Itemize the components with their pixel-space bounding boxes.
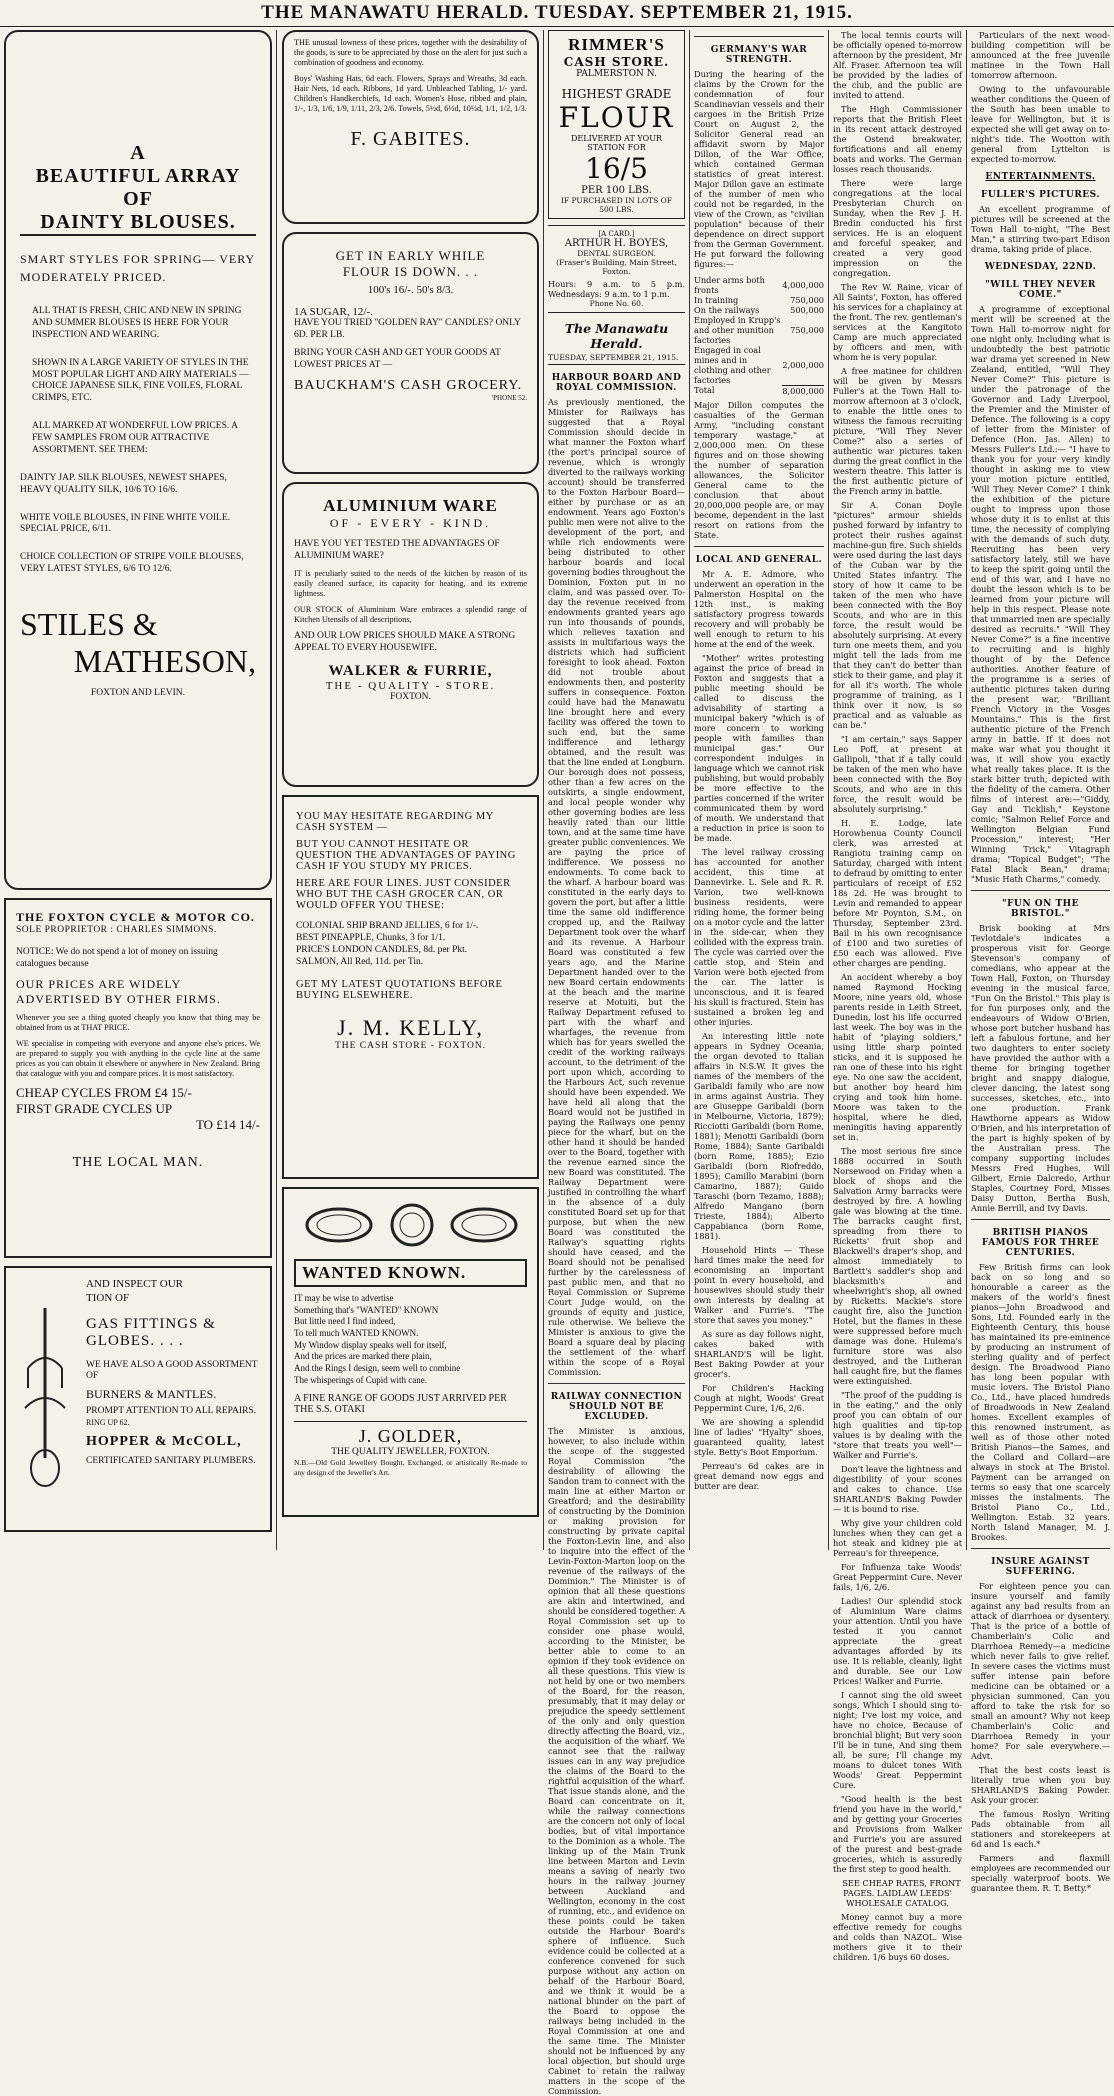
rimmer-cash: CASH STORE. bbox=[563, 55, 670, 69]
masthead: THE MANAWATU HERALD. TUESDAY. SEPTEMBER 21, 1915. bbox=[0, 0, 1114, 27]
local-news bbox=[694, 569, 824, 1491]
gabites-name: F. GABITES. bbox=[350, 128, 471, 150]
cycle-proprietor: SOLE PROPRIETOR : CHARLES SIMMONS. bbox=[16, 925, 217, 935]
column-1 bbox=[4, 30, 272, 1552]
figure-label: Total bbox=[694, 385, 715, 396]
news-item: Owing to the unfavourable weather conditions the Queen of the South has been unable to leave for Wellington, but it is expected she will get away on to-night's tide. The Wootton with general from Lyttelton is expected to-morrow. bbox=[971, 84, 1110, 164]
kelly-items bbox=[296, 921, 525, 969]
figure-label: On the railways bbox=[694, 305, 760, 315]
figure-label: In training bbox=[694, 295, 739, 305]
jewellery-illustration bbox=[294, 1195, 527, 1255]
news-item: The Rev W. Raine, vicar of All Saints', Foxton, has offered his services for a chaplaincy at the front. The rev. gentleman's services at the Kangitoto Camp are much appreciated by officers and men, with whom he is very popular. bbox=[833, 282, 962, 362]
kelly-item: SALMON, All Red, 11d. per Tin. bbox=[296, 956, 424, 967]
figures-table bbox=[694, 275, 824, 396]
news-item: H. E. Lodge, late Horowhenua County Council clerk, was arrested at Rangiotu training camp on Saturday, charged with intent to defraud by omitting to enter particulars of receipt of £52 18s 2d. He was brought to Levin and remanded to appear before Mr Poynton, S.M., on Thursday, September 23rd. Bail in his own recognisance of £100 and two sureties of £50 each was allowed. Five other charges are pending. bbox=[833, 818, 962, 968]
bauckham-name: BAUCKHAM'S CASH GROCERY. bbox=[294, 377, 523, 393]
walker-text: IT is peculiarly suited to the needs of the kitchen by reason of its easily cleaned surface, its capacity for heating, and its extreme lightness. bbox=[294, 568, 527, 598]
kelly-text: GET MY LATEST QUOTATIONS BEFORE BUYING ELSEWHERE. bbox=[296, 978, 503, 1001]
article-heading: "FUN ON THE BRISTOL." bbox=[1001, 899, 1080, 919]
newspaper-nameplate: The Manawatu Herald. bbox=[564, 321, 669, 351]
poem-line: IT may be wise to advertise bbox=[294, 1293, 394, 1303]
column-3 bbox=[548, 30, 685, 2096]
news-item: Sir A. Conan Doyle "pictures" armour shields pushed forward by infantry to protect their rushes against machine-gun fire. Such shields were used during the last days of the Cuban war by the United States infantry. The story of how it came to be taken of the men who have been connected with the Boy Scouts, and who are in this force, the result would be absolutely surprising. At every turn one meets them, and you might tell the lads from me that they can't do better than stick to their game, and play it for all it's worth. The whole programme of training, as I think over it now, is so practical and as valuable as can be." bbox=[833, 500, 962, 730]
news-item: As sure as day follows night, cakes baked with SHARLAND'S will be light. Best Baking Powder at your grocer's. bbox=[694, 1328, 824, 1379]
ad-rimmer bbox=[548, 30, 685, 219]
article-text: The Minister is anxious, however, to also include within the scope of the suggested Royal Commission "the desirability of allowing the Sandon tram to connect with the main line at either Marton or Greatford; and the desirability of constructing by the Dominion or making provision for constructing by private capital the Foxton-Levin line, and also to inquire into the effect of the Levin-Foxton-Marton loop on the revenue of the railways of the Dominion." The Minister is of opinion that all these questions are akin and intertwined, and should be considered together. A Royal Commission set up to consider one phase would, according to the Minister, be better able to come to an opinion if they took evidence on all these questions. This view is not held by one or two members of the Board, for the reason, presumably, that it may delay or prejudice the speedy settlement of the only and only question directly affecting the Board, viz., the acquisition of the wharf. We cannot see that the railway issues can in any way prejudice the claims of the Board to the rightful acquisition of the wharf. That issue stands alone, and the Board can concentrate on it, while the railway connections are the concern not only of local bodies, but of vital importance to the Dominion as a whole. The linking up of the Main Trunk line between Marton and Levin means a saving of nearly two hours in the railway journey between Auckland and Wellington, economy in the cost of running, etc., and evidence on these points could be taken outside the Harbour Board's sphere of influence. Such evidence could be collected at a conference convened for such purpose without any action on behalf of the Harbour Board, and we think it would be a national blunder on the part of the Board to oppose the railways being included in the Royal Commission at one and the same time. The Minister should not be influenced by any local objection, but should urge Cabinet to retain the railway matters in the scope of the Commission. bbox=[548, 1426, 685, 2096]
cycle-notice: NOTICE: We do not spend a lot of money on issuing catalogues because bbox=[16, 946, 218, 969]
poem-line: But little need I find indeed, bbox=[294, 1316, 396, 1327]
news-item: Ladies! Our splendid stock of Aluminium Ware claims your attention. Until you have tested it you cannot appreciate the great advantages afforded by its use. It is reliable, cleanly, light and durable. See our Low Prices! Walker and Furrie. bbox=[833, 1596, 962, 1686]
article-heading: BRITISH PIANOS FAMOUS FOR THREE CENTURIES. bbox=[981, 1228, 1100, 1258]
figure-value: 500,000 bbox=[790, 305, 824, 315]
ad-hopper-mccoll bbox=[4, 1266, 272, 1532]
cycle-text: Whenever you see a thing quoted cheaply you know that thing may be obtained from us at THAT PRICE. bbox=[16, 1012, 260, 1032]
golder-poem bbox=[294, 1293, 527, 1387]
news-item: Money cannot buy a more effective remedy for coughs and colds than NAZOL. Wise mothers give it to their children. 1/6 buys 60 doses. bbox=[833, 1912, 962, 1962]
poem-line: And the prices are marked there plain, bbox=[294, 1351, 432, 1362]
firm-name: STILES & bbox=[20, 606, 158, 642]
news-item: A free matinee for children will be given by Messrs Fuller's at the Town Hall to-morrow afternoon at 3 o'clock, to enable the little ones to witness the famous recruiting picture, "Will They Never Come?" also a series of authentic war pictures taken during the great conflict in the western theatre. This latter is the first authentic picture of the French army in battle. bbox=[833, 366, 962, 496]
bauckham-line: FLOUR IS DOWN. . . bbox=[342, 264, 479, 279]
blouses-text: DAINTY JAP. SILK BLOUSES, NEWEST SHAPES, HEAVY QUALITY SILK, 10/6 TO 16/6. bbox=[20, 472, 227, 495]
kelly-item: PRICE'S LONDON CANDLES, 8d. per Pkt. bbox=[296, 944, 468, 955]
walker-text: OUR STOCK of Aluminium Ware embraces a splendid range of Kitchen Utensils of all descriptions, bbox=[294, 604, 527, 624]
table-row bbox=[694, 295, 824, 305]
blouses-text: WHITE VOILE BLOUSES, IN FINE WHITE VOILE. SPECIAL PRICE, 6/11. bbox=[20, 512, 231, 535]
hopper-burners: BURNERS & MANTLES. bbox=[86, 1387, 217, 1402]
boyes-phone: Phone No. 60. bbox=[589, 299, 644, 308]
article-heading: HARBOUR BOARD AND ROYAL COMMISSION. bbox=[551, 373, 682, 393]
article-text: As previously mentioned, the Minister for Railways has suggested that a Royal Commission should decide in what manner the Foxton wharf (the port's principal source of revenue, which is wrongly diverted to the railways working account) should be transferred to the Foxton Harbour Board—either by purchase or as an endowment. Years ago Foxton's public men were not alive to the development of the port, and while rich endowments were being distributed to other harbour boards and local governing bodies throughout the Dominion, Foxton put in no claim, and was passed over. To-day the revenue received from endowments granted years ago run into thousands of pounds, which relieves taxation and assists in multifarious ways the districts which had sufficient foresight to look ahead. Foxton did not trouble about endowments then, and posterity suffers in consequence. Foxton could have had the Manawatu line brought here and every facility was offered the town to such end, but the same indifference and lethargy obtained, and the result was that the line ended at Longburn. Our borough does not possess, other than a few acres on the outskirts, a single endowment, and local people wonder why other governing bodies are less heavily rated than our little town, and at the same time have greater public conveniences. We are paying the price of indifference. We possess no endowments. To come back to the wharf. A harbour board was constituted in the early days to govern the port, but after a little time the same old indifference cropped up, and the Railway Department took over the wharf and its revenue. A Harbour Board was constituted a few years ago, and the Marine Department handed over to the new Board certain endowments at the beach and the marine reserve at Motuiti, but the Railway Department refused to part with the wharf and wharfages, the revenue from which has for years swelled the credit of the working railways account, to the detriment of the port upon which, according to the Harbours Act, such revenue should have been expended. We have held all along that the Board would not be justified in paying the Railways one penny piece for the wharf, but on the other hand it should be handed over to the Board, together with the revenue earned since the new Board was constituted. The Railway Department were justified in controlling the wharf in the absence of a duly constituted Board set up for that purpose, but when the new Board was constituted the Railway's squatting rights should have ceased, and the Board should not be penalised further by the carelessness of past public men, and that no Royal Commission or Supreme Court Judge would, on the grounds of equity and justice, rule otherwise. We believe the Minister is anxious to give the Board a square deal by placing the settlement of the wharf within the scope of a Royal Commission. bbox=[548, 397, 685, 1377]
news-item: Don't leave the lightness and digestibility of your scones and cakes to chance. Use SHARLAND'S Baking Powder — it is bound to rise. bbox=[833, 1464, 962, 1514]
bauckham-line: GET IN EARLY WHILE bbox=[335, 248, 486, 263]
column-rule bbox=[543, 30, 544, 1550]
article-text: A programme of exceptional merit will be screened at the Town Hall to-morrow night for one night only. Including what is undoubtedly the best patriotic war drama yet screened in New Zealand, entitled, "Will They Never Come?" This picture is under the patronage of the Governor and Lady Liverpool, the Premier and the Minister of Defence. The following is a copy of letter from the Minister of Defence (Hon. Jas. Allen) to Messrs Fuller's Ltd.:— "I have to thank you for your very kindly thought in asking me to view your motion picture entitled, 'Will They Never Come?' I think the exhibition of the picture ought to impress upon those whose duty it is to enlist at this time, the necessity of complying with the demands of such duty. Recruiting has been very satisfactory lately, still we have to keep the spirit going until the end of this war, and I have no doubt the lesson which is to be learned from your picture will help in this respect. Please note that unmarried men are specially desired as recruits." "Will They Never Come?" is a fine incentive to recruiting and is highly thought of by the Defence authorities. Another feature of the programme is a series of authentic pictures taken during the present war, "Brilliant French Victory in the Vosges Mountains." This is the first authentic picture of the French army in battle. If it does not make war what you thought it was, it will show you exactly what really takes place. It is the stark bitter truth, depicted with the fidelity of the camera. Other films of interest are:—"Giddy, Gay and Ticklish," Keystone comic; "Salmon Relief Force and Wellington Belgian Fund Procession," interest; "Her Winning Trick," Vitagraph drama; "Topical Budget"; "The Fatal Black Bean," drama; "Music Hath Charms," comedy. bbox=[971, 304, 1110, 884]
aluminium-title: ALUMINIUM WARE bbox=[323, 496, 498, 515]
article-text: Few British firms can look back on so long and so honourable a career as the makers of the world's finest pianos—John Broadwood and Sons, Ltd. Founded early in the Eighteenth Century, this house has maintained its pre-eminence by producing an instrument of sterling quality and of perfect design. The Broadwood Piano has long been popular with music lovers. The Bristol Piano Co., Ltd., have placed hundreds of Broadwoods in New Zealand homes. Excellent examples of this renowned instrument, as well as of those other noted British Pianos—the Sames, and the Collard and Collard—are always in stock at The Bristol. Payment can be arranged on terms so easy that one scarcely misses the instalments. The Bristol Piano Co., Ltd., Wellington. Estab. 32 years. North Island Manager, M. J. Brookes. bbox=[971, 1262, 1110, 1542]
table-row bbox=[694, 385, 824, 396]
hopper-line: TION OF bbox=[86, 1291, 130, 1304]
article-text: Brisk booking at Mrs Tevlotdale's indicates a prosperous visit for George Stevenson's company of comedians, who appear at the Town Hall, Foxton, on Thursday evening in the musical farce, "Fun On the Bristol." This play is for fun purposes only, and the endeavours of Widow O'Brien, whose port butcher husband has left a fabulous fortune, and her two daughters to enter society have provided the author with a theme for bringing together bright and snappy dialogue, clever dancing, the latest song successes, sketches, etc., into one production. Frank Hawthorne appears as Widow O'Brien, and his interpretation of the part is highly spoken of by the Australian press. The company supporting includes Messrs Fred Hughes, Will Gilbert, Ernie Dalcredo, Arthur Staples, Courtney Ford, Misses Daisy Dutton, Bertha Bush, Annie Berrill, and Ivy Davis. bbox=[971, 923, 1110, 1213]
blouses-title: BEAUTIFUL ARRAY bbox=[35, 165, 241, 187]
column-rule bbox=[689, 30, 690, 1550]
article-heading: GERMANY'S WAR STRENGTH. bbox=[710, 45, 808, 65]
rimmer-price: 16/5 bbox=[585, 152, 648, 185]
divider bbox=[548, 1383, 685, 1384]
blouses-title: A bbox=[130, 142, 146, 164]
firm-name: MATHESON, bbox=[73, 643, 256, 679]
golder-nb: N.B.—Old Gold Jewellery Bought, Exchanged, or artistically Re-made to any design of the Jeweller's Art. bbox=[294, 1458, 527, 1477]
article-heading: "WILL THEY NEVER COME." bbox=[985, 280, 1096, 300]
blouses-text: ALL MARKED AT WONDERFUL LOW PRICES. A FEW SAMPLES FROM OUR ATTRACTIVE ASSORTMENT. SEE THEM: bbox=[32, 421, 238, 455]
issue-date: TUESDAY, SEPTEMBER 21, 1915. bbox=[548, 351, 685, 365]
divider bbox=[694, 36, 824, 37]
ad-gabites bbox=[282, 30, 539, 224]
news-item: An interesting little note appears in Sydney Oceania, the organ devoted to Italian affairs in N.S.W. It gives the names of the members of the Garibaldi family who are now in arms against Austria. They are Giuseppe Garibaldi (born in Melbourne, Victoria, 1879); Ricciotti Garibaldi (born Rome, 1881); Menotti Garibaldi (born Rome, 1884); Sante Garibaldi (born Rome, 1885); Ezio Garibaldi (born Riofreddo, 1895); Camillo Marabini (born Camarino, 1887); Guido Taraschi (born Tezamo, 1888); Alfredo Mangano (born Trieste, 1884); Alberto Cappabianca (born Rome, 1881). bbox=[694, 1030, 824, 1241]
cycle-text: WE specialise in competing with everyone and anyone else's prices. We are prepared to supply you with anything in the cycle line at the same prices as you can obtain it elsewhere or anywhere in New Zealand. Bring that catalogue with you and compare prices. It is most satisfactory. bbox=[16, 1038, 260, 1078]
boyes-title: DENTAL SURGEON. bbox=[577, 249, 656, 258]
boyes-hours: Hours: 9 a.m. to 5 p.m. Wednesdays: 9 a.m. to 1 p.m. bbox=[548, 279, 685, 299]
hopper-line: AND INSPECT OUR bbox=[86, 1278, 183, 1290]
cycle-prices: OUR PRICES ARE WIDELY ADVERTISED BY OTHER FIRMS. bbox=[16, 976, 221, 1006]
cycle-price-line: TO £14 14/- bbox=[195, 1116, 260, 1132]
hopper-gas: GAS FITTINGS & GLOBES. . . . bbox=[86, 1315, 216, 1349]
news-item: SEE CHEAP RATES, FRONT PAGES. LAIDLAW LEEDS' WHOLESALE CATALOG. bbox=[842, 1878, 961, 1908]
gabites-text: THE unusual lowness of these prices, together with the desirability of the goods, is sure to be appreciated by those on the alert for just such a combination of goodness and economy. bbox=[294, 38, 527, 67]
divider bbox=[971, 1548, 1110, 1549]
kelly-text: HERE ARE FOUR LINES. JUST CONSIDER WHO BUT THE CASH GROCER CAN, OR WOULD OFFER YOU THESE: bbox=[296, 878, 511, 911]
ad-foxton-cycle bbox=[4, 898, 272, 1258]
rimmer-grade: HIGHEST GRADE bbox=[561, 87, 672, 101]
news-item: "The proof of the pudding is in the eating," and the only proof you can obtain of our high qualities and tip-top values is by dealing with the "store that treats you well"—Walker and Furrie's. bbox=[833, 1390, 962, 1460]
news-item: That the best costs least is literally true when you buy SHARLAND'S Baking Powder. Ask your grocer. bbox=[971, 1765, 1110, 1805]
firm-town: FOXTON AND LEVIN. bbox=[90, 688, 186, 698]
bauckham-price: 100's 16/-. 50's 8/3. bbox=[367, 284, 454, 296]
gabites-text: Boys' Washing Hats, 6d each. Flowers, Sprays and Wreaths, 3d each. Hair Nets, 1d each. Ribbons, 1d yard. Unbleached Tabling, 1/- yard. Children's Handkerchiefs, 1d each. Women's Hose, ribbed and plain, 1/-, 1/3, 1/6, 1/9, 1/11, 2/3, 2/6. Towels, 5½d, 6½d, 10½d, 1/1, 1/2, 1/3. bbox=[294, 74, 527, 113]
figure-label: Under arms both fronts bbox=[694, 275, 765, 295]
kelly-item: BEST PINEAPPLE, Chunks, 3 for 1/1. bbox=[296, 932, 446, 943]
news-item: For Children's Hacking Cough at night, Woods' Great Peppermint Cure, 1/6, 2/6. bbox=[694, 1382, 824, 1413]
walker-text: HAVE YOU YET TESTED THE ADVANTAGES OF ALUMINIUM WARE? bbox=[294, 539, 500, 561]
bauckham-text: HAVE YOU TRIED "GOLDEN RAY" CANDLES? ONLY 6D. PER LB. bbox=[294, 318, 521, 340]
column-6 bbox=[971, 30, 1110, 1893]
kelly-item: COLONIAL SHIP BRAND JELLIES, 6 for 1/-. bbox=[296, 921, 479, 931]
article-heading: INSURE AGAINST SUFFERING. bbox=[991, 1557, 1090, 1577]
cycle-sign: THE LOCAL MAN. bbox=[72, 1154, 204, 1170]
blouses-title: OF bbox=[123, 188, 153, 210]
walker-store: THE - QUALITY - STORE. bbox=[325, 679, 496, 692]
poem-line: The whisperings of Cupid with cane. bbox=[294, 1374, 427, 1385]
figure-value: 8,000,000 bbox=[782, 385, 824, 396]
blouses-text: ALL THAT IS FRESH, CHIC AND NEW IN SPRING AND SUMMER BLOUSES IS HERE FOR YOUR INSPECTION AND WEARING. bbox=[32, 306, 242, 340]
divider bbox=[971, 1219, 1110, 1220]
news-item: Particulars of the next wood-building competition will be announced at the free juvenile matinee in the Town Hall tomorrow afternoon. bbox=[971, 30, 1110, 80]
news-item: Why give your children cold lunches when they can get a hot steak and kidney pie at Perreau's for threepence. bbox=[833, 1518, 962, 1558]
boyes-addr: (Fraser's Building, Main Street, Foxton. bbox=[556, 258, 677, 276]
kelly-name: J. M. KELLY, bbox=[337, 1014, 484, 1040]
news-item: "Good health is the best friend you have in the world," and by getting your Groceries and Provisions from Walker and Furrie's you are assured of the purest and best-grade groceries, which is assuredly the first step to good health. bbox=[833, 1794, 962, 1874]
article-heading: FULLER'S PICTURES. bbox=[981, 190, 1100, 200]
news-item: For Influenza take Woods' Great Peppermint Cure. Never fails, 1/6, 2/6. bbox=[833, 1562, 962, 1592]
news-item: An accident whereby a boy named Raymond Hocking Moore, nine years old, whose parents reside in Leith Street, Dunedin, lost his life occurred last week. The boy was in the habit of "playing soldiers," using little sharp pointed sticks, and it is supposed he ran one of these into his right eye. No one saw the accident, but another boy heard him crying and took him home. Moore was taken to the hospital, where he died, meningitis having apparently set in. bbox=[833, 972, 962, 1142]
column-rule bbox=[828, 30, 829, 1550]
golder-sub: THE QUALITY JEWELLER, FOXTON. bbox=[331, 1446, 490, 1457]
table-row bbox=[694, 305, 824, 315]
column-5 bbox=[833, 30, 962, 1962]
news-item: The High Commissioner reports that the British Fleet in its recent attack destroyed the Ostend breakwater, fortifications and all enemy boats and works. The German losses reach thousands. bbox=[833, 104, 962, 174]
ad-boyes bbox=[548, 225, 685, 313]
hopper-cert: CERTIFICATED SANITARY PLUMBERS. bbox=[86, 1456, 256, 1467]
blouses-title: DAINTY BLOUSES. bbox=[20, 211, 256, 236]
aluminium-subtitle: OF - EVERY - KIND. bbox=[329, 516, 492, 530]
cycle-price-line: CHEAP CYCLES FROM £4 15/- bbox=[16, 1084, 192, 1100]
figure-value: 750,000 bbox=[790, 295, 824, 305]
news-item: "I am certain," says Sapper Leo Poff, at present at Gallipoli, "that if a tally could be taken of the men who have been connected with the Boy Scouts, and who are in this force, the result would be absolutely surprising." bbox=[833, 734, 962, 814]
column-4 bbox=[694, 30, 824, 1552]
figure-label: Engaged in coal mines and in clothing and other factories bbox=[694, 345, 771, 385]
rimmer-flour: FLOUR bbox=[558, 101, 675, 134]
news-column bbox=[971, 30, 1110, 1893]
blouses-text: SHOWN IN A LARGE VARIETY OF STYLES IN THE MOST POPULAR LIGHT AND AIRY MATERIALS — CHOICE JAPANESE SILK, FINE VOILES, FLORAL CRIMPS, ETC. bbox=[32, 357, 249, 404]
column-rule bbox=[276, 30, 277, 1550]
figure-value: 4,000,000 bbox=[782, 280, 824, 290]
article-heading: WEDNESDAY, 22ND. bbox=[984, 262, 1097, 272]
poem-line: And the Rings I design, seem well to combine bbox=[294, 1363, 461, 1374]
golder-name: J. GOLDER, bbox=[294, 1421, 527, 1447]
article-heading: RAILWAY CONNECTION SHOULD NOT BE EXCLUDED. bbox=[550, 1392, 683, 1422]
rimmer-name: RIMMER'S bbox=[568, 35, 665, 54]
news-column bbox=[833, 30, 962, 1962]
news-item: "Mother" writes protesting against the price of bread in Foxton and suggests that a public meeting should be called to discuss the advisability of starting a municipal bakery "which is of more concern to working people with families than municipal gas." Our correspondent indulges in language which we cannot risk publishing, but would probably be more effective to the parties concerned if the writer communicated them by word of mouth. We understand that a reduction in price is soon to be made. bbox=[694, 652, 824, 843]
walker-town: FOXTON. bbox=[390, 691, 431, 702]
divider bbox=[971, 890, 1110, 891]
column-2 bbox=[282, 30, 539, 1552]
table-row bbox=[694, 275, 824, 295]
gas-fitting-icon bbox=[20, 1308, 70, 1488]
hopper-firm: HOPPER & McCOLL, bbox=[86, 1434, 242, 1450]
news-item: The level railway crossing has accounted for another accident, this time at Dannevirke. L. Sele and R. R. Varion, two well-known business residents, were riding home, the former being on a motor cycle and the latter in the side-car, when they collided with the express train. The cycle was carried over the cattle stop, and Stein and Varion were both ejected from the car. The latter is unconscious, and it is feared his skull is fractured. Stein has sustained a broken leg and other injuries. bbox=[694, 846, 824, 1027]
bauckham-text: BRING YOUR CASH AND GET YOUR GOODS AT LOWEST PRICES AT — bbox=[294, 347, 501, 370]
hopper-ring: RING UP 62. bbox=[86, 1418, 130, 1428]
news-item: I cannot sing the old sweet songs, Which I should sing to-night; I've lost my voice, and have no choice, Because of bronchial blight; But very soon I'll be in tune, And sing them all, be sure; I'll change my moans to dulcet tones With Woods' Great Peppermint Cure. bbox=[833, 1690, 962, 1790]
table-row bbox=[694, 345, 824, 385]
walker-text: AND OUR LOW PRICES SHOULD MAKE A STRONG APPEAL TO EVERY HOUSEWIFE. bbox=[294, 630, 516, 653]
ad-golder bbox=[282, 1187, 539, 1517]
ad-kelly bbox=[282, 795, 539, 1179]
news-item: The local tennis courts will be officially opened to-morrow afternoon by the president, Mr Alf. Fraser. Afternoon tea will be provided by the ladies of the club, and the public are invited to attend. bbox=[833, 30, 962, 100]
article-text: Major Dillon computes the casualties of the German Army, "including constant temporary wastage," at 2,000,000 men. On these figures and on those showing the number of separation allowances, the Solicitor General came to the conclusion that about 20,000,000 people are, or may become, dependent in the last resort on rations from the State. bbox=[694, 399, 824, 540]
hopper-also: WE HAVE ALSO A GOOD ASSORTMENT OF bbox=[86, 1359, 258, 1382]
figure-label: Employed in Krupp's and other munition factories bbox=[694, 315, 781, 345]
figure-value: 2,000,000 bbox=[782, 359, 824, 370]
ad-walker-furrie bbox=[282, 482, 539, 787]
article-text: An excellent programme of pictures will be screened at the Town Hall to-night, "The Best Man," a stirring two-part Edison drama, taking pride of place. bbox=[971, 204, 1110, 254]
boyes-name: ARTHUR H. BOYES, bbox=[564, 238, 669, 249]
news-item: We are showing a splendid line of ladies' "Hyalty" shoes, guaranteed quality, latest style. Betty's Boot Emporium. bbox=[694, 1416, 824, 1457]
ad-stiles-matheson bbox=[4, 30, 272, 890]
kelly-sub: THE CASH STORE - FOXTON. bbox=[334, 1040, 487, 1051]
rimmer-deliv: DELIVERED AT YOUR STATION FOR bbox=[571, 134, 662, 152]
boyes-card: [A CARD.] bbox=[598, 230, 635, 238]
news-item: There were large congregations at the local Presbyterian Church on Sunday, when the Rev J. H. Bredin conducted his first services. He is an eloquent and forceful speaker, and created a very good impression on the congregation. bbox=[833, 178, 962, 278]
poem-line: My Window display speaks well for itself, bbox=[294, 1339, 447, 1350]
rimmer-per: PER 100 LBS. bbox=[581, 185, 652, 196]
article-text: During the hearing of the claims by the Crown for the condemnation of four Scandinavian vessels and their cargoes in the British Prize Court on August 2, the Solicitor General read an affidavit sworn by Major Dillon, of the War Office, which contained German statistics of great interest. Major Dillon gave an estimate of the number of men who could not be regarded, in the view of the Crown, as "civilian population" because of their dependence on direct support from the German Government. He put forward the following figures:— bbox=[694, 69, 824, 269]
news-item: Household Hints — These hard times make the need for economising an important point in every household, and housewives should study their own interests by dealing at Walker and Furrie's. "The store that saves you money." bbox=[694, 1244, 824, 1325]
cycle-title: THE FOXTON CYCLE & MOTOR CO. bbox=[16, 910, 255, 924]
hopper-prompt: PROMPT ATTENTION TO ALL REPAIRS. bbox=[86, 1406, 257, 1417]
blouses-subtitle: SMART STYLES FOR SPRING— VERY MODERATELY PRICED. bbox=[20, 252, 255, 284]
news-item: Perreau's 6d cakes are in great demand now eggs and butter are dear. bbox=[694, 1460, 824, 1491]
figure-value: 750,000 bbox=[790, 325, 824, 335]
rimmer-lots: IF PURCHASED IN LOTS OF 500 LBS. bbox=[560, 196, 673, 214]
column-rule bbox=[966, 30, 967, 1550]
table-row bbox=[694, 315, 824, 345]
news-item: Farmers and flaxmill employees are recommended our specially waterproof boots. We guarantee them. R. T. Betty.* bbox=[971, 1853, 1110, 1893]
ad-bauckham bbox=[282, 232, 539, 474]
news-item: The famous Roslyn Writing Pads obtainable from all stationers and storekeepers at 6d and 1s each.* bbox=[971, 1809, 1110, 1849]
bauckham-phone: 'PHONE 52. bbox=[491, 393, 527, 402]
bauckham-sugar: 1A SUGAR, 12/-. bbox=[294, 306, 373, 318]
poem-line: To tell much WANTED KNOWN. bbox=[294, 1328, 419, 1339]
poem-line: Something that's "WANTED" KNOWN bbox=[294, 1304, 439, 1315]
news-item: Mr A. E. Admore, who underwent an operation in the Palmerston Hospital on the 12th inst., is making satisfactory progress towards recovery and will probably be well enough to return to his home at the end of the week. bbox=[694, 568, 824, 649]
article-heading: LOCAL AND GENERAL. bbox=[695, 554, 823, 565]
article-text: For eighteen pence you can insure yourself and family against any bad results from an attack of diarrhoea or dysentery. That is the price of a bottle of Chamberlain's Colic and Diarrhoea Remedy—a medicine which never fails to give relief. In severe cases the victims must suffer intense pain before medicine can be obtained or a physician summoned. Can you afford to take the risk for so small an amount? Why not keep Chamberlain's Colic and Diarrhoea Remedy in your home? For sale everywhere.—Advt. bbox=[971, 1581, 1110, 1761]
golder-title: WANTED KNOWN. bbox=[294, 1259, 527, 1287]
walker-name: WALKER & FURRIE, bbox=[328, 662, 493, 679]
news-item: The most serious fire since 1888 occurred in South Norsewood on Friday when a block of shops and the Salvation Army barracks were destroyed by fire. A howling gale was blowing at the time. The barracks caught first, spreading from there to Ricketts' fruit shop and Blackwell's draper's shop, and almost immediately to Bartlett's saddler's shop and blacksmith's and wheelwright's shop, all owned by Ricketts. Mackie's store caught fire, also the Junction Hotel, but the flames in these were suppressed before much damage was done. Hulema's furniture store was also destroyed, and the Lutheran hall caught fire, but the flames were extinguished. bbox=[833, 1146, 962, 1386]
section-heading: ENTERTAINMENTS. bbox=[985, 172, 1096, 182]
kelly-text: YOU MAY HESITATE REGARDING MY CASH SYSTEM — bbox=[296, 811, 494, 833]
blouses-text: CHOICE COLLECTION OF STRIPE VOILE BLOUSES, VERY LATEST STYLES, 6/6 TO 12/6. bbox=[20, 552, 244, 575]
divider bbox=[694, 546, 824, 547]
golder-fine: A FINE RANGE OF GOODS JUST ARRIVED PER THE S.S. OTAKI bbox=[294, 1392, 507, 1415]
rimmer-town: PALMERSTON N. bbox=[576, 69, 657, 79]
cycle-price-line: FIRST GRADE CYCLES UP bbox=[16, 1100, 173, 1116]
kelly-text: BUT YOU CANNOT HESITATE OR QUESTION THE ADVANTAGES OF PAYING CASH IF YOU STUDY MY PRICES. bbox=[296, 839, 516, 872]
